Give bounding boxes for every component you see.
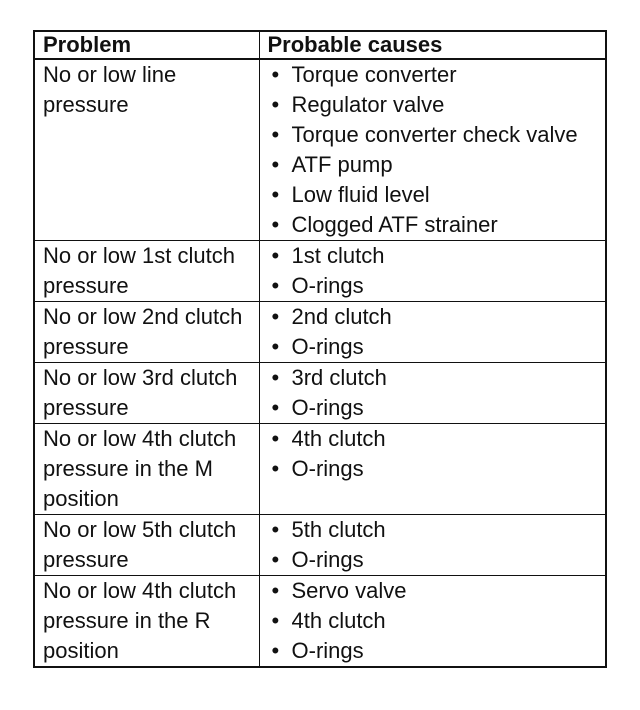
cause-item: • O-rings	[268, 393, 606, 423]
problem-cell: No or low 4th clutch pressure in the M position	[34, 424, 259, 515]
table-row	[34, 515, 606, 576]
table-row	[34, 241, 606, 302]
cause-item: • O-rings	[268, 332, 606, 362]
table-header-row	[34, 31, 606, 59]
diagnosis-table	[33, 30, 607, 668]
problem-cell: No or low 3rd clutch pressure	[34, 363, 259, 424]
cause-item: • Torque converter check valve	[268, 120, 606, 150]
problem-cell: No or low 1st clutch pressure	[34, 241, 259, 302]
cause-item: • 4th clutch	[268, 606, 606, 636]
causes-cell	[259, 59, 606, 241]
cause-item: • Regulator valve	[268, 90, 606, 120]
table-row	[34, 363, 606, 424]
cause-item: • O-rings	[268, 454, 606, 484]
causes-cell	[259, 302, 606, 363]
cause-item: • 4th clutch	[268, 424, 606, 454]
causes-cell	[259, 576, 606, 668]
problem-cell: No or low 4th clutch pressure in the R position	[34, 576, 259, 668]
table-row	[34, 59, 606, 241]
cause-item: • O-rings	[268, 271, 606, 301]
cause-item: • Torque converter	[268, 60, 606, 90]
cause-item: • Clogged ATF strainer	[268, 210, 606, 240]
cause-item: • Low fluid level	[268, 180, 606, 210]
cause-item: • 5th clutch	[268, 515, 606, 545]
causes-cell	[259, 424, 606, 515]
cause-item: • Servo valve	[268, 576, 606, 606]
cause-item: • ATF pump	[268, 150, 606, 180]
cause-item: • O-rings	[268, 636, 606, 666]
problem-cell: No or low line pressure	[34, 59, 259, 241]
causes-list	[268, 60, 606, 240]
column-header-probable-causes: Probable causes	[259, 31, 606, 59]
causes-list	[268, 424, 606, 484]
table-row	[34, 424, 606, 515]
causes-list	[268, 576, 606, 666]
cause-item: • 1st clutch	[268, 241, 606, 271]
causes-cell	[259, 515, 606, 576]
table-row	[34, 302, 606, 363]
cause-item: • 3rd clutch	[268, 363, 606, 393]
problem-cell: No or low 5th clutch pressure	[34, 515, 259, 576]
column-header-problem: Problem	[34, 31, 259, 59]
causes-list	[268, 363, 606, 423]
causes-list	[268, 515, 606, 575]
problem-cell: No or low 2nd clutch pressure	[34, 302, 259, 363]
table-row	[34, 576, 606, 668]
table-body	[34, 59, 606, 667]
causes-cell	[259, 241, 606, 302]
cause-item: • O-rings	[268, 545, 606, 575]
causes-cell	[259, 363, 606, 424]
cause-item: • 2nd clutch	[268, 302, 606, 332]
causes-list	[268, 241, 606, 301]
causes-list	[268, 302, 606, 362]
